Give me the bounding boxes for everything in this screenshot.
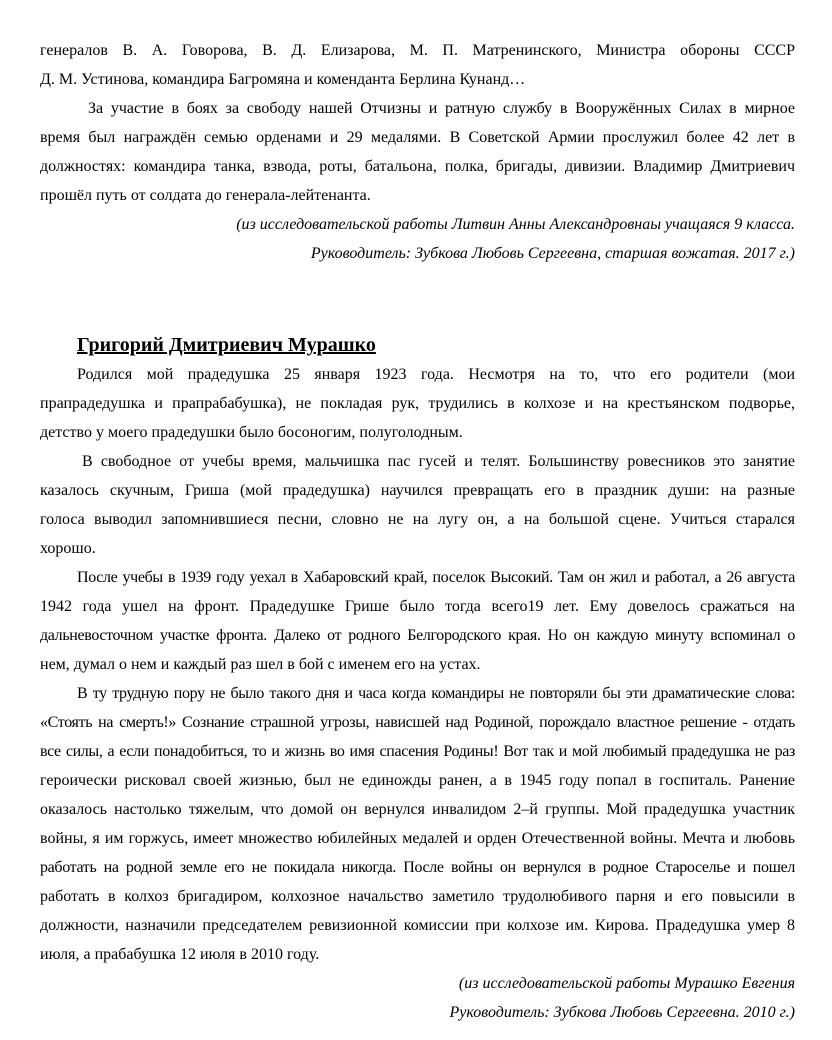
paragraph-after-school	[40, 563, 795, 679]
text-line: работать в колхоз бригадиром, колхозное начальство заметило трудолюбивого парня и его повысили в	[40, 888, 795, 905]
text-line: нем, думал о нем и каждый раз шел в бой с именем его на устах.	[40, 656, 481, 673]
text-line: героически рисковал своей жизнью, был не единожды ранен, а в 1945 году попал в госпиталь. Ранение	[40, 772, 795, 789]
text-line: должностях: командира танка, взвода, роты, батальона, полка, бригады, дивизии. Владимир Дмитриевич	[40, 158, 795, 175]
citation-source: (из исследовательской работы Мурашко Евгения	[458, 975, 795, 992]
award-paragraph	[40, 94, 795, 210]
paragraph-hard-times	[40, 679, 795, 969]
citation-2	[40, 969, 795, 1027]
citation-supervisor: Руководитель: Зубкова Любовь Сергеевна. 2010 г.)	[449, 1004, 795, 1021]
text-line: работать на родной земле его не покидала никогда. После войны он вернулся в родное Староселье и пошел	[40, 859, 795, 876]
text-line: войны, я им горжусь, имеет множество юбилейных медалей и орден Отечественной войны. Мечта и любовь	[40, 830, 795, 847]
paragraph-birth	[40, 360, 795, 447]
text-line: все силы, а если понадобиться, то и жизнь во имя спасения Родины! Вот так и мой любимый прадедушка не раз	[40, 743, 795, 760]
citation-1	[40, 210, 795, 268]
text-line: июля, а прабабушка 12 июля в 2010 году.	[40, 946, 320, 963]
section-gap	[40, 268, 795, 328]
text-line: За участие в боях за свободу нашей Отчизны и ратную службу в Вооружённых Силах в мирное	[88, 100, 795, 117]
text-line: Д. М. Устинова, командира Багромяна и коменданта Берлина Кунанд…	[40, 71, 526, 88]
text-line: «Стоять на смерть!» Сознание страшной угрозы, нависшей над Родиной, порождало властное решение - отдать	[40, 714, 795, 731]
text-line: хорошо.	[40, 540, 96, 557]
section-title: Григорий Дмитриевич Мурашко	[77, 334, 376, 356]
text-line: казалось скучным, Гриша (мой прадедушка) научился превращать его в праздник души: на разные	[40, 482, 795, 499]
top-paragraph	[40, 36, 795, 94]
text-line: детство у моего прадедушки было босоногим, полуголодным.	[40, 424, 463, 441]
text-line: время был награждён семью орденами и 29 медалями. В Советской Армии прослужил более 42 лет в	[40, 129, 795, 146]
text-line: голоса выводил запомнившиеся песни, словно не на лугу он, а на большой сцене. Учиться старался	[40, 511, 795, 528]
text-line: После учебы в 1939 году уехал в Хабаровский край, поселок Высокий. Там он жил и работал, а 26 августа	[77, 569, 795, 586]
text-line: В свободное от учебы время, мальчишка пас гусей и телят. Большинству ровесников это занятие	[82, 453, 795, 470]
text-line: оказалось настолько тяжелым, что домой он вернулся инвалидом 2–й группы. Мой прадедушка участник	[40, 801, 795, 818]
text-line: Родился мой прадедушка 25 января 1923 года. Несмотря на то, что его родители (мои	[77, 366, 795, 383]
text-line: должности, назначили председателем ревизионной комиссии при колхозе им. Кирова. Прадедушка умер 8	[40, 917, 795, 934]
text-line: В ту трудную пору не было такого дня и часа когда командиры не повторяли бы эти драматические слова:	[77, 685, 795, 702]
citation-supervisor: Руководитель: Зубкова Любовь Сергеевна, старшая вожатая. 2017 г.)	[310, 245, 795, 262]
text-line: дальневосточном участке фронта. Далеко от родного Белгородского края. Но он каждую минуту вспоминал о	[40, 627, 795, 644]
document-page	[40, 36, 795, 1027]
text-line: 1942 года ушел на фронт. Прадедушке Грише было тогда всего19 лет. Ему довелось сражаться на	[40, 598, 795, 615]
text-line: прапрадедушка и прапрабабушка), не покладая рук, трудились в колхозе и на крестьянском подворье,	[40, 395, 795, 412]
citation-source: (из исследовательской работы Литвин Анны Александровнаы учащаяся 9 класса.	[236, 216, 795, 233]
text-line: прошёл путь от солдата до генерала-лейтенанта.	[40, 187, 371, 204]
paragraph-free-time	[40, 447, 795, 563]
text-line: генералов В. А. Говорова, В. Д. Елизарова, М. П. Матренинского, Министра обороны СССР	[40, 42, 795, 59]
